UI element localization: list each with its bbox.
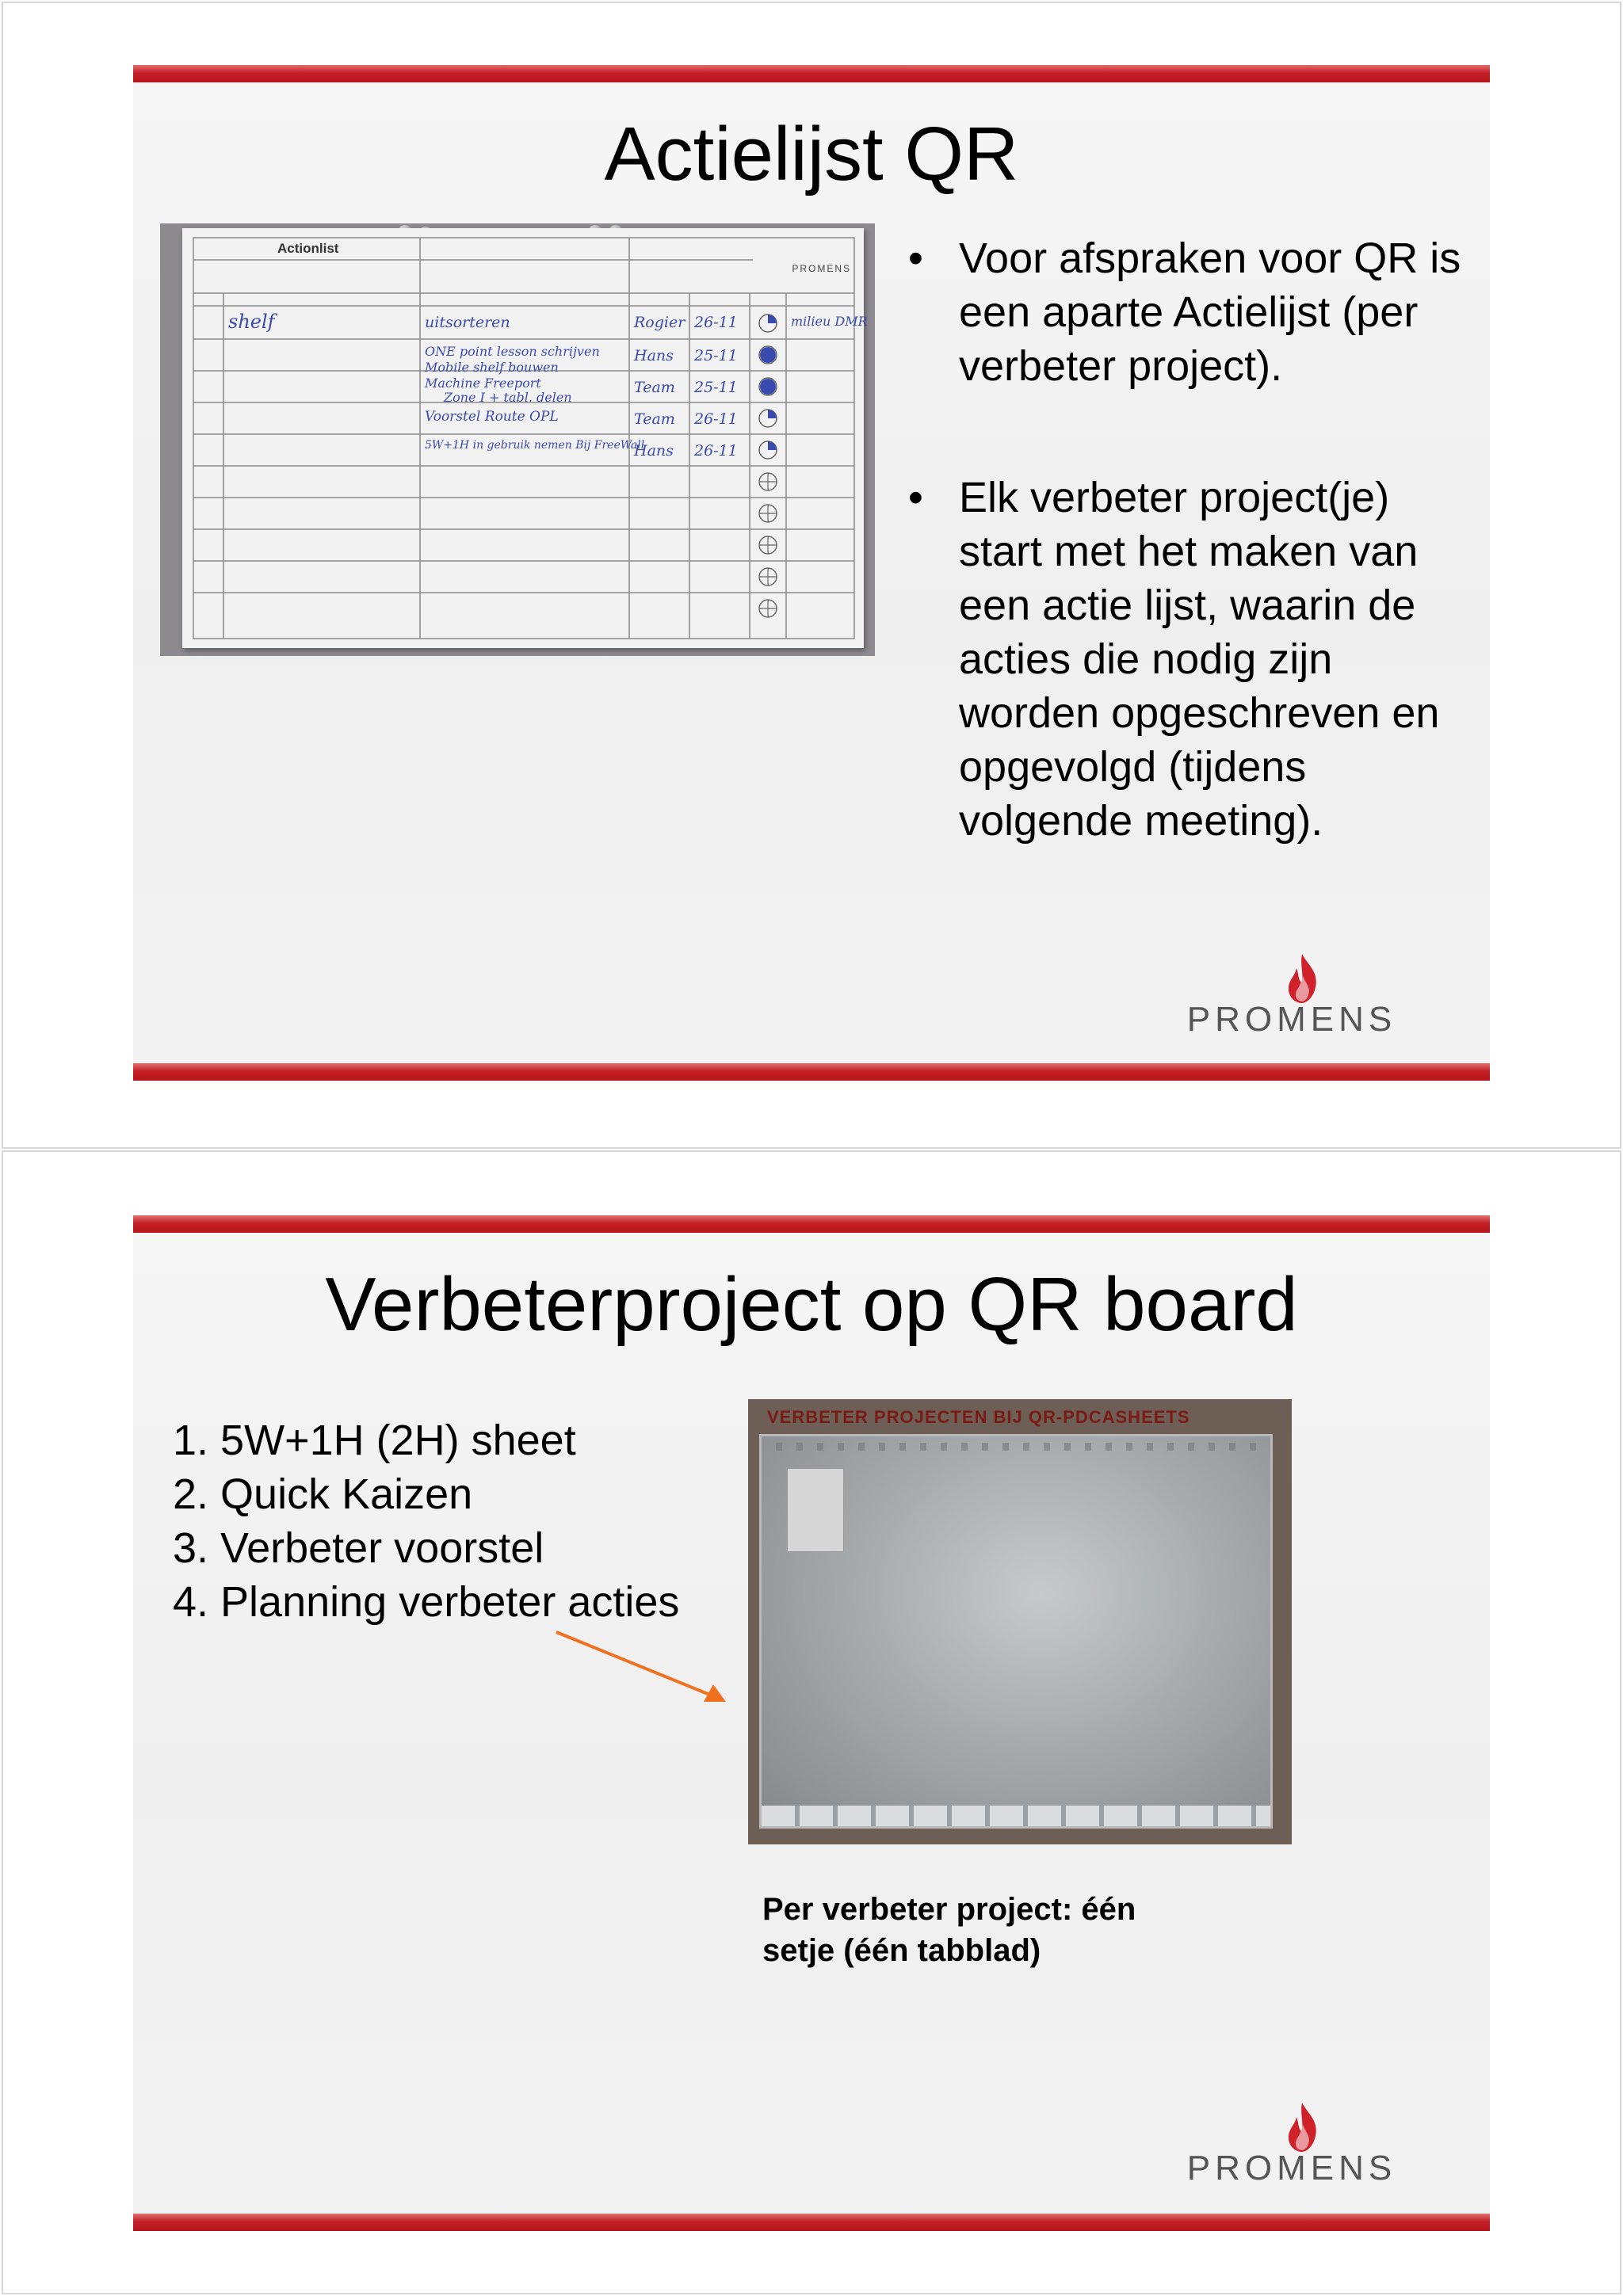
- handwriting: ONE point lesson schrijven: [425, 344, 600, 359]
- bullet-item: [902, 471, 1472, 848]
- list-item: 3. Verbeter voorstel: [173, 1524, 544, 1572]
- qr-board: [759, 1434, 1273, 1829]
- handwriting: 25-11: [694, 347, 738, 364]
- bullet-text: Elk verbeter project(je) start met het maken van een actie lijst, waarin de acties die nodig zijn worden opgeschreven en opgevolgd (tijdens volgende meeting).: [959, 474, 1440, 845]
- bullet-icon: •: [908, 235, 923, 282]
- binder-holes: [776, 1443, 1259, 1451]
- bullet-text: Voor afspraken voor QR is een aparte Actielijst (per verbeter project).: [959, 235, 1461, 390]
- bullet-item: [902, 231, 1472, 393]
- qr-board-photo: [748, 1399, 1292, 1844]
- actionlist-photo: [160, 223, 875, 656]
- list-item: 2. Quick Kaizen: [173, 1470, 473, 1518]
- handwriting: 26-11: [694, 410, 738, 428]
- bullet-icon: •: [908, 474, 923, 521]
- handwriting: Team: [634, 410, 675, 428]
- handwriting: 5W+1H in gebruik nemen Bij FreeWall: [425, 439, 645, 452]
- slide-actielijst: [133, 65, 1490, 1081]
- flame-icon: [1284, 2101, 1320, 2153]
- sheet-title: Actionlist: [277, 241, 339, 256]
- handwriting: Mobile shelf bouwen: [425, 360, 559, 375]
- slide-title: Actielijst QR: [604, 112, 1019, 196]
- bottom-red-bar: [133, 1063, 1490, 1081]
- promens-logo: [1141, 2101, 1442, 2188]
- handwriting: Team: [634, 379, 675, 396]
- handwriting: Voorstel Route OPL: [425, 409, 559, 425]
- logo-text: PROMENS: [1186, 1000, 1397, 1039]
- handwriting: 26-11: [694, 442, 738, 460]
- slide-verbeterproject: [133, 1215, 1490, 2231]
- bottom-red-bar: [133, 2214, 1490, 2231]
- flame-icon: [1284, 952, 1320, 1005]
- handwriting: Zone I + tabl. delen: [444, 390, 572, 405]
- handwriting: shelf: [228, 311, 275, 333]
- numbered-list: [173, 1413, 679, 1629]
- handwriting: milieu DMR: [791, 314, 868, 329]
- arrow-icon: [553, 1627, 735, 1714]
- tab-dividers: [762, 1806, 1270, 1826]
- top-red-bar: [133, 65, 1490, 82]
- barcode-sheet: [787, 1468, 844, 1552]
- handwriting: Hans: [634, 347, 674, 364]
- handwriting: Hans: [634, 442, 674, 460]
- handwriting: 25-11: [694, 379, 738, 396]
- actionlist-grid: [182, 228, 864, 648]
- top-red-bar: [133, 1215, 1490, 1233]
- handwriting: uitsorteren: [425, 314, 510, 331]
- sheet-logo: PROMENS: [792, 263, 851, 274]
- promens-logo: [1141, 952, 1442, 1039]
- list-item: 1. 5W+1H (2H) sheet: [173, 1417, 576, 1464]
- handwriting: 26-11: [694, 314, 738, 331]
- list-item: 4. Planning verbeter acties: [173, 1578, 680, 1626]
- handwriting: Machine Freeport: [425, 376, 541, 391]
- handwriting: Rogier: [634, 314, 685, 331]
- actionlist-sheet: [182, 228, 868, 648]
- photo-caption: Per verbeter project: één setje (één tabblad): [762, 1892, 1136, 1968]
- board-label: VERBETER PROJECTEN BIJ QR-PDCASHEETS: [767, 1407, 1190, 1427]
- slide-title: Verbeterproject op QR board: [325, 1262, 1298, 1347]
- logo-text: PROMENS: [1186, 2149, 1397, 2187]
